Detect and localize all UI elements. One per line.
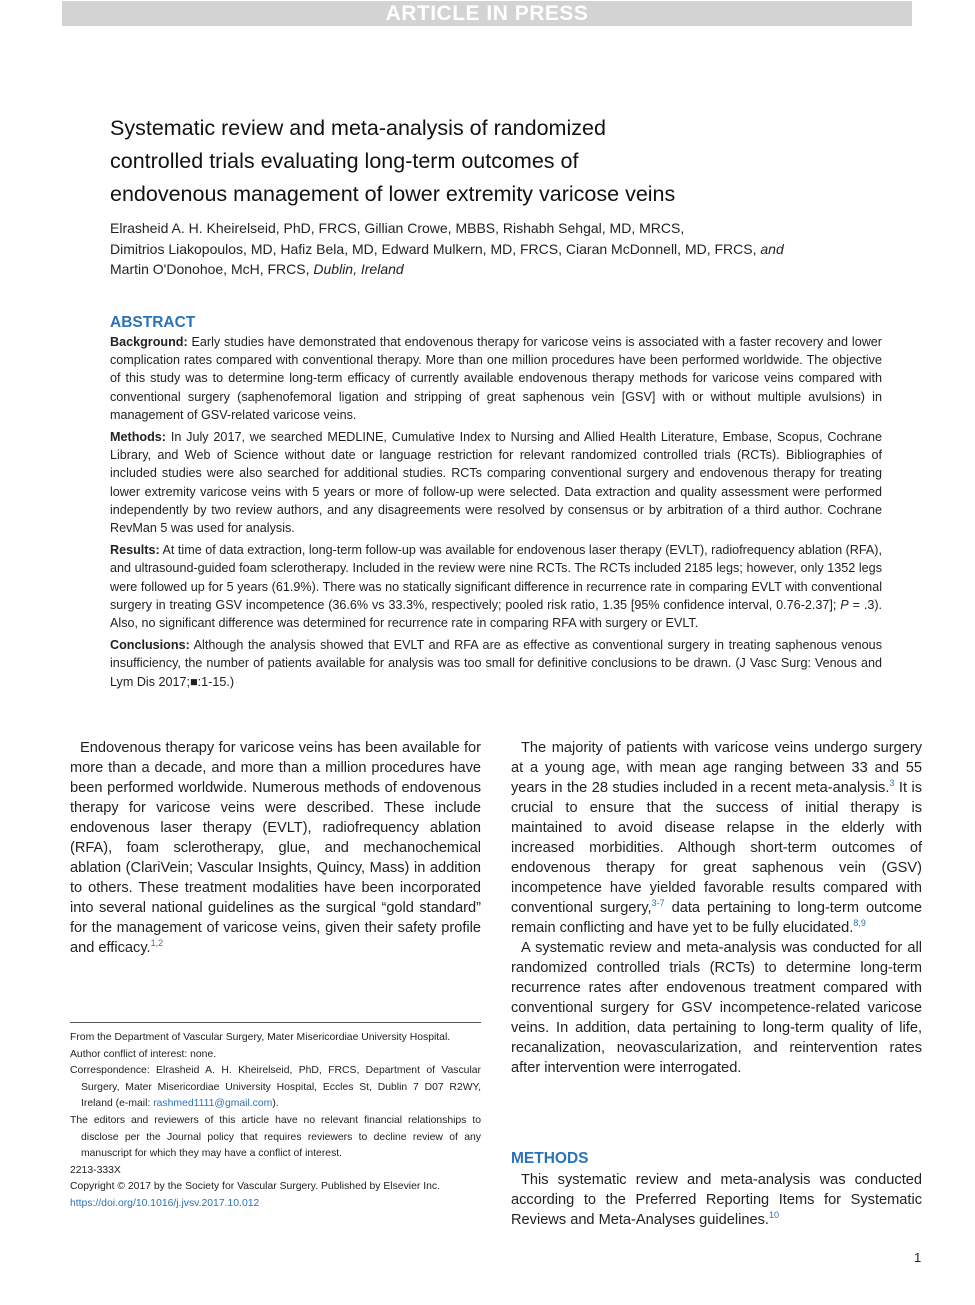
p1-text-b: It is crucial to ensure that the success of initial therapy is maintained to avoid disease relapse in the elderly with increased morbidities. Although short-term outcomes of endovenous therapy for great saphenous vein (GSV) incompetence have yielded favorable results compared with conventional surgery, — [511, 780, 923, 916]
author-and: and — [760, 240, 784, 257]
page-number: 1 — [914, 1250, 922, 1265]
article-title — [110, 112, 850, 211]
abstract-results — [110, 541, 882, 632]
citation-ref[interactable]: 3-7 — [651, 898, 665, 909]
author-list — [110, 218, 890, 280]
abstract-background — [110, 333, 882, 424]
body-left-column — [70, 738, 481, 958]
abstract-body — [110, 333, 882, 695]
citation-ref[interactable]: 8,9 — [853, 918, 866, 929]
citation-ref[interactable]: 1,2 — [150, 938, 164, 949]
body-right-column — [511, 738, 922, 1078]
title-line-2: controlled trials evaluating long-term outcomes of — [110, 149, 579, 173]
intro-paragraph — [70, 738, 481, 958]
footnote-editors: The editors and reviewers of this article have no relevant financial relationships to disclose per the Journal policy that requires reviewers to decline review of any manuscript for which they may have a conflict of interest. — [70, 1114, 481, 1160]
methods-heading: METHODS — [511, 1150, 589, 1167]
footnote-conflict: Author conflict of interest: none. — [70, 1048, 217, 1060]
results-text-1: At time of data extraction, long-term follow-up was available for endovenous laser therapy (EVLT), radiofrequency ablation (RFA), and ultrasound-guided foam sclerotherapy. Included in the review were nine RCTs. The RCTs included 2185 legs; however, only 1352 legs were followed up for 5 years (61.9%). There was no statically significant difference in recurrence rate in comparing EVLT with conventional surgery in treating GSV incompetence (36.6% vs 33.3%, respectively; pooled risk ratio, 1.35 [95% confidence interval, 0.76-2.37]; — [110, 543, 882, 612]
methods-label: Methods: — [110, 430, 166, 445]
author-line-1: Elrasheid A. H. Kheirelseid, PhD, FRCS, Gillian Crowe, MBBS, Rishabh Sehgal, MD, MRCS, — [110, 220, 685, 236]
footnote-department: From the Department of Vascular Surgery, Mater Misericordiae University Hospital. — [70, 1032, 451, 1043]
footnote-divider — [70, 1022, 481, 1023]
abstract-heading: ABSTRACT — [110, 314, 196, 331]
intro-text: Endovenous therapy for varicose veins has been available for more than a decade, and more than a million procedures have been performed worldwide. Numerous methods of endovenous therapy for varicose veins were described. These include endovenous laser therapy (EVLT), radiofrequency ablation (RFA), foam sclerotherapy, glue, and mechanochemical ablation (ClariVein; Vascular Insights, Quincy, Mass) in addition to others. These treatment modalities have been incorporated into several national guidelines as the surgical “gold standard” for the management of varicose veins, given their safety profile and efficacy. — [70, 740, 481, 956]
author-line-2-text: Dimitrios Liakopoulos, MD, Hafiz Bela, MD, Edward Mulkern, MD, FRCS, Ciaran McDonnell, MD, FRCS, — [110, 240, 757, 257]
body-paragraph-2: A systematic review and meta-analysis was conducted for all randomized controlled trials (RCTs) to determine long-term recurrence rates after endovenous treatment compared with conventional surgery for GSV incompetence-related varicose veins. In addition, data pertaining to long-term quality of life, recanalization, neovascularization, and reintervention rates after intervention were interrogated. — [511, 940, 922, 1076]
p1-text-c: data pertaining to long-term outcome remain conflicting and have yet to be fully elucidated. — [511, 900, 922, 936]
doi-link[interactable]: https://doi.org/10.1016/j.jvsv.2017.10.012 — [70, 1197, 260, 1209]
results-p-value: P — [840, 597, 849, 612]
methods-body-text: This systematic review and meta-analysis was conducted according to the Preferred Reporting Items for Systematic Reviews and Meta-Analyses guidelines. — [511, 1172, 922, 1228]
methods-paragraph — [511, 1170, 922, 1230]
title-line-1: Systematic review and meta-analysis of randomized — [110, 116, 606, 140]
author-line-2 — [110, 239, 890, 260]
results-text-2: = .3). Also, no significant difference was determined for recurrence rate in comparing RFA with surgery or EVLT. — [110, 597, 883, 631]
author-line-3-text: Martin O'Donohoe, McH, FRCS, — [110, 261, 310, 277]
p1-text-a: The majority of patients with varicose veins undergo surgery at a young age, with mean age ranging between 33 and 55 years in the 28 studies included in a recent meta-analysis. — [511, 740, 922, 796]
footnotes — [70, 1030, 481, 1213]
title-line-3: endovenous management of lower extremity varicose veins — [110, 182, 676, 206]
abstract-conclusions — [110, 636, 882, 691]
results-label: Results: — [110, 543, 160, 558]
article-in-press-banner: ARTICLE IN PRESS — [62, 1, 912, 26]
citation-ref[interactable]: 10 — [768, 1210, 779, 1221]
methods-text: In July 2017, we searched MEDLINE, Cumulative Index to Nursing and Allied Health Literature, Embase, Scopus, Cochrane Library, and Web of Science without date or language restriction for relevant randomized controlled trials (RCTs). Bibliographies of included studies were also searched for additional studies. RCTs comparing conventional surgery and endovenous therapy for treating lower extremity varicose veins with 5 years or more of follow-up were selected. Data extraction and quality assessment were performed independently by two review authors, and any disagreements were resolved by consensus or by arbitration of a third author. Cochrane RevMan 5 was used for analysis. — [110, 430, 882, 536]
conclusions-label: Conclusions: — [110, 638, 190, 653]
body-paragraph-1 — [511, 738, 922, 938]
conclusions-text: Although the analysis showed that EVLT and RFA are as effective as conventional surgery in treating saphenous venous insufficiency, the number of patients available for analysis was too small for definitive conclusions to be drawn. (J Vasc Surg: Venous and Lym Dis 2017;■:1-15.) — [110, 638, 882, 689]
email-link[interactable]: rashmed1111@gmail.com — [153, 1098, 273, 1110]
methods-body — [511, 1170, 922, 1230]
footnote-correspondence — [70, 1063, 481, 1113]
author-location: Dublin, Ireland — [313, 261, 404, 277]
author-line-3 — [110, 259, 890, 280]
citation-ref[interactable]: 3 — [889, 778, 895, 789]
footnote-copyright: Copyright © 2017 by the Society for Vascular Surgery. Published by Elsevier Inc. — [70, 1181, 440, 1193]
correspondence-end: ). — [272, 1098, 279, 1110]
background-label: Background: — [110, 335, 188, 349]
abstract-methods — [110, 428, 882, 537]
background-text: Early studies have demonstrated that endovenous therapy for varicose veins is associated with a faster recovery and lower complication rates compared with conventional therapy. More than one million procedures have been performed worldwide. The objective of this study was to determine long-term efficacy of currently available endovenous therapy methods for varicose veins compared with conventional surgery (saphenofemoral ligation and stripping of great saphenous vein [GSV] with or without multiple avulsions) in management of GSV-related varicose veins. — [110, 335, 882, 422]
footnote-issn: 2213-333X — [70, 1164, 121, 1176]
correspondence-text: Correspondence: Elrasheid A. H. Kheirelseid, PhD, FRCS, Department of Vascular Surgery, Mater Misericordiae University Hospital, Eccles St, Dublin 7 D07 R2WY, Ireland (e-mail: — [70, 1065, 481, 1110]
